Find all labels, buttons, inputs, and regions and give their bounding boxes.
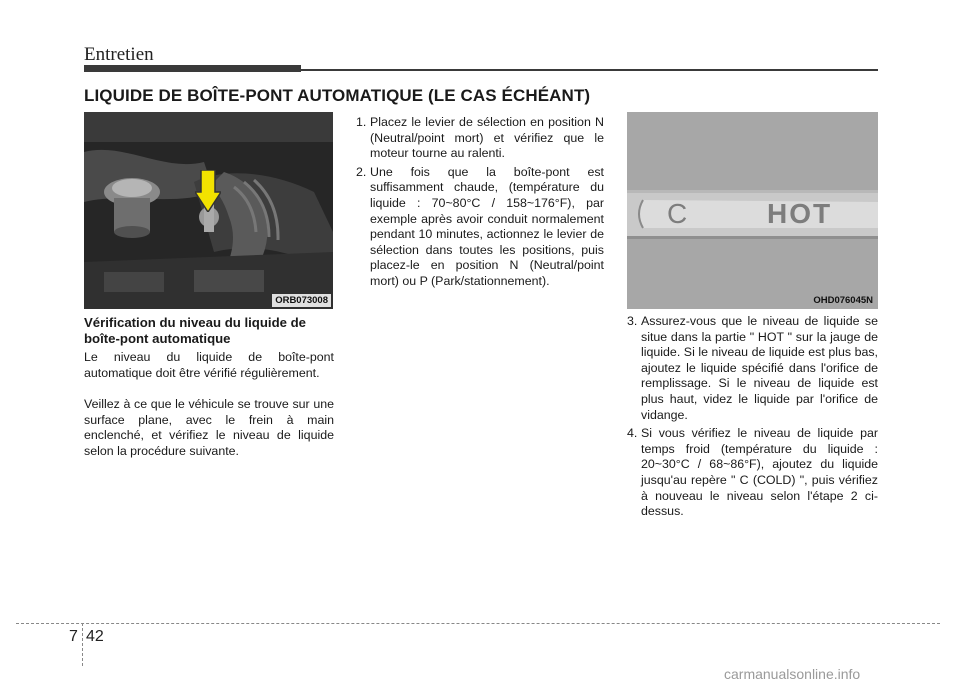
- dipstick-illustration: [627, 112, 878, 309]
- chapter-number: 7: [69, 628, 78, 645]
- watermark: carmanualsonline.info: [724, 666, 861, 682]
- step-text: Placez le levier de sélection en position N (Neutral/point mort) et vérifiez que le moteur tourne au ralenti.: [370, 115, 604, 161]
- dipstick-photo: [627, 112, 878, 309]
- figure-code: OHD076045N: [813, 295, 873, 306]
- section-header: Entretien: [84, 44, 154, 65]
- procedure-paragraph: Veillez à ce que le véhicule se trouve sur une surface plane, avec le frein à main enclenché, et vérifiez le niveau de liquide selon la procédure suivante.: [84, 397, 334, 458]
- header-rule-thin: [301, 69, 878, 71]
- step-item: [627, 314, 878, 423]
- footer-rule: [16, 623, 940, 624]
- footer-divider: [82, 623, 83, 666]
- dipstick-mark-hot: HOT: [767, 198, 833, 229]
- steps-list-part-1: [356, 115, 604, 293]
- steps-list-part-2: [627, 314, 878, 523]
- step-text: Si vous vérifiez le niveau de liquide par temps froid (température du liquide : 20~30°C / 68~86°F), ajoutez du liquide jusqu'au repère " C (COLD) ", puis vérifiez à nouveau le niveau selon l'étape 2 ci-dessus.: [641, 426, 878, 519]
- step-item: [356, 165, 604, 290]
- step-item: [627, 426, 878, 520]
- figure-code: ORB073008: [272, 294, 331, 307]
- header-rule-thick: [84, 65, 301, 72]
- step-number: 3.: [627, 314, 638, 328]
- step-item: [356, 115, 604, 162]
- dipstick-mark-cold: C: [667, 198, 688, 229]
- step-number: 1.: [356, 115, 367, 129]
- step-text: Une fois que la boîte-pont est suffisamment chaude, (température du liquide : 70~80°C / 158~176°F), par exemple après avoir conduit normalement pendant 10 minutes, actionnez le levier de sélection dans toutes les positions, puis placez-le en position N (Neutral/point mort) ou P (Park/stationnement).: [370, 164, 604, 288]
- page-number: 42: [86, 628, 104, 645]
- step-number: 2.: [356, 164, 367, 179]
- engine-photo: [84, 112, 333, 309]
- intro-paragraph: Le niveau du liquide de boîte-pont automatique doit être vérifié régulièrement.: [84, 350, 334, 380]
- step-number: 4.: [627, 426, 638, 441]
- page-title: LIQUIDE DE BOÎTE-PONT AUTOMATIQUE (LE CAS ÉCHÉANT): [84, 86, 591, 105]
- section-subheading: Vérification du niveau du liquide de boîte-pont automatique: [84, 315, 307, 346]
- arrow-down-icon: [195, 170, 221, 212]
- step-text: Assurez-vous que le niveau de liquide se situe dans la partie " HOT " sur la jauge de liquide. Si le niveau de liquide est plus bas, ajoutez le liquide spécifié dans l'orifice de remplissage. Si le niveau de liquide est plus haut, videz le liquide par l'orifice de vidange.: [641, 314, 878, 422]
